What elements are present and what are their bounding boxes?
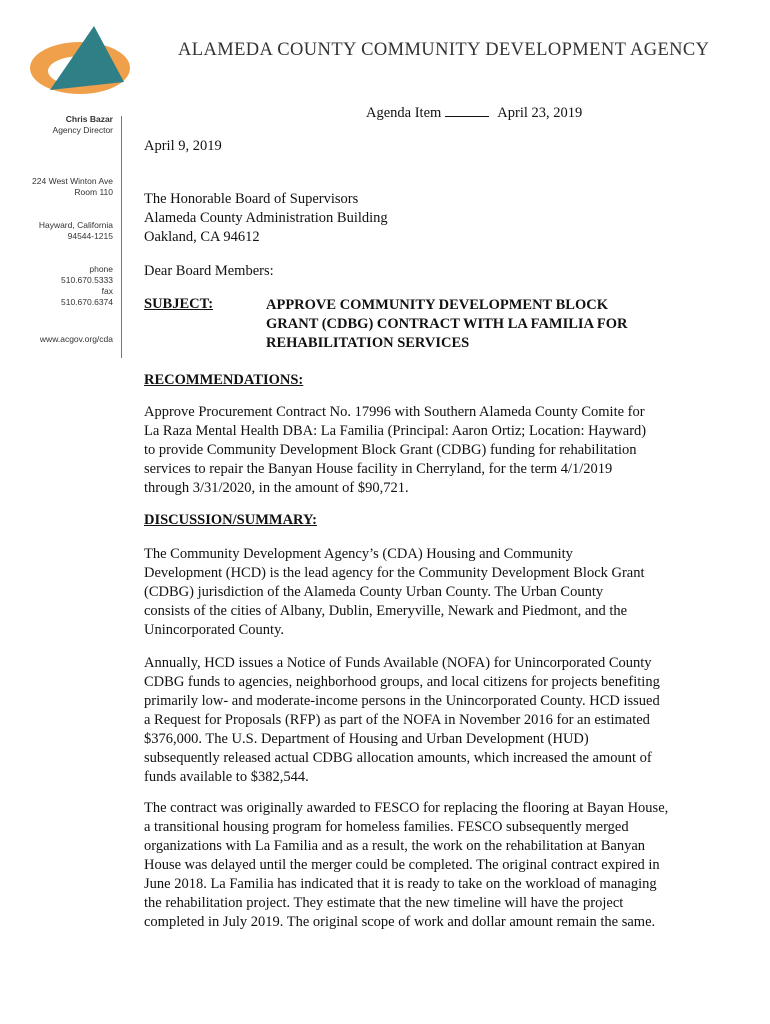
subject-line: GRANT (CDBG) CONTRACT WITH LA FAMILIA FOR [266,316,628,332]
address-line-2: Room 110 [74,187,113,197]
recipient-line: Alameda County Administration Building [144,210,388,226]
paragraph-line: The contract was originally awarded to FESCO for replacing the flooring at Bayan House, [144,800,669,816]
agenda-label: Agenda Item [366,105,442,121]
agenda-item-blank [445,104,489,117]
letter-date: April 9, 2019 [144,138,222,154]
sidebar-divider [121,116,122,358]
recommendations-heading: RECOMMENDATIONS: [144,372,304,388]
subject-line: REHABILITATION SERVICES [266,335,470,351]
paragraph-line: consists of the cities of Albany, Dublin, Emeryville, Newark and Piedmont, and the [144,603,628,619]
phone-label: phone [89,264,113,274]
agency-name: ALAMEDA COUNTY COMMUNITY DEVELOPMENT AGENCY [178,40,710,60]
paragraph-line: subsequently released actual CDBG allocation amounts, which increased the amount of [144,750,652,766]
recipient-line: The Honorable Board of Supervisors [144,191,359,207]
triangle-over-oval-logo-icon [22,20,140,100]
recipient-line: Oakland, CA 94612 [144,229,260,245]
city-line-1: Hayward, California [38,220,113,230]
paragraph-line: a Request for Proposals (RFP) as part of the NOFA in November 2016 for an estimated [144,712,650,728]
paragraph-line: organizations with La Familia and as a result, the work on the rehabilitation at Banyan [144,838,646,854]
paragraph-line: through 3/31/2020, in the amount of $90,721. [144,480,409,496]
paragraph-line: a transitional housing program for homeless families. FESCO subsequently merged [144,819,629,835]
city-line-2: 94544-1215 [67,231,113,241]
paragraph-line: June 2018. La Familia has indicated that it is ready to take on the workload of managing [144,876,657,892]
discussion-paragraph-1 [144,545,692,640]
paragraph-line: Development (HCD) is the lead agency for the Community Development Block Grant [144,565,645,581]
fax-number: 510.670.6374 [61,297,113,307]
director-title: Agency Director [52,125,113,135]
paragraph-line: House was delayed until the merger could be completed. The original contract expired in [144,857,660,873]
fax-label: fax [101,286,113,296]
salutation: Dear Board Members: [144,263,274,279]
paragraph-line: Unincorporated County. [144,622,285,638]
paragraph-line: CDBG funds to agencies, neighborhood groups, and local citizens for projects benefiting [144,674,660,690]
discussion-paragraph-2 [144,654,692,787]
subject-text [266,296,627,353]
paragraph-line: $376,000. The U.S. Department of Housing and Urban Development (HUD) [144,731,589,747]
website-link[interactable]: www.acgov.org/cda [39,334,113,344]
address-block [10,176,113,198]
paragraph-line: Annually, HCD issues a Notice of Funds Available (NOFA) for Unincorporated County [144,655,652,671]
paragraph-line: primarily low- and moderate-income persons in the Unincorporated County. HCD issued [144,693,660,709]
paragraph-line: Approve Procurement Contract No. 17996 with Southern Alameda County Comite for [144,404,645,420]
paragraph-line: The Community Development Agency’s (CDA) Housing and Community [144,546,573,562]
recipient-block [144,190,388,247]
paragraph-line: services to repair the Banyan House facility in Cherryland, for the term 4/1/2019 [144,461,613,477]
paragraph-line: to provide Community Development Block Grant (CDBG) funding for rehabilitation [144,442,637,458]
phone-number: 510.670.5333 [61,275,113,285]
subject-label: SUBJECT: [144,296,214,312]
paragraph-line: (CDBG) jurisdiction of the Alameda County Urban County. The Urban County [144,584,604,600]
recommendations-paragraph [144,403,692,498]
agency-logo [22,20,140,100]
paragraph-line: funds available to $382,544. [144,769,309,785]
director-block [10,114,113,136]
discussion-heading: DISCUSSION/SUMMARY: [144,512,317,528]
subject-line: APPROVE COMMUNITY DEVELOPMENT BLOCK [266,297,608,313]
agenda-line [366,104,582,122]
city-block [10,220,113,242]
paragraph-line: La Raza Mental Health DBA: La Familia (Principal: Aaron Ortiz; Location: Hayward) [144,423,647,439]
discussion-paragraph-3 [144,799,692,932]
agenda-date: April 23, 2019 [497,105,583,121]
paragraph-line: completed in July 2019. The original scope of work and dollar amount remain the same. [144,914,656,930]
address-line-1: 224 West Winton Ave [32,176,113,186]
paragraph-line: the rehabilitation project. They estimate that the new timeline will have the project [144,895,624,911]
contact-block [10,264,113,308]
director-name: Chris Bazar [65,114,113,124]
